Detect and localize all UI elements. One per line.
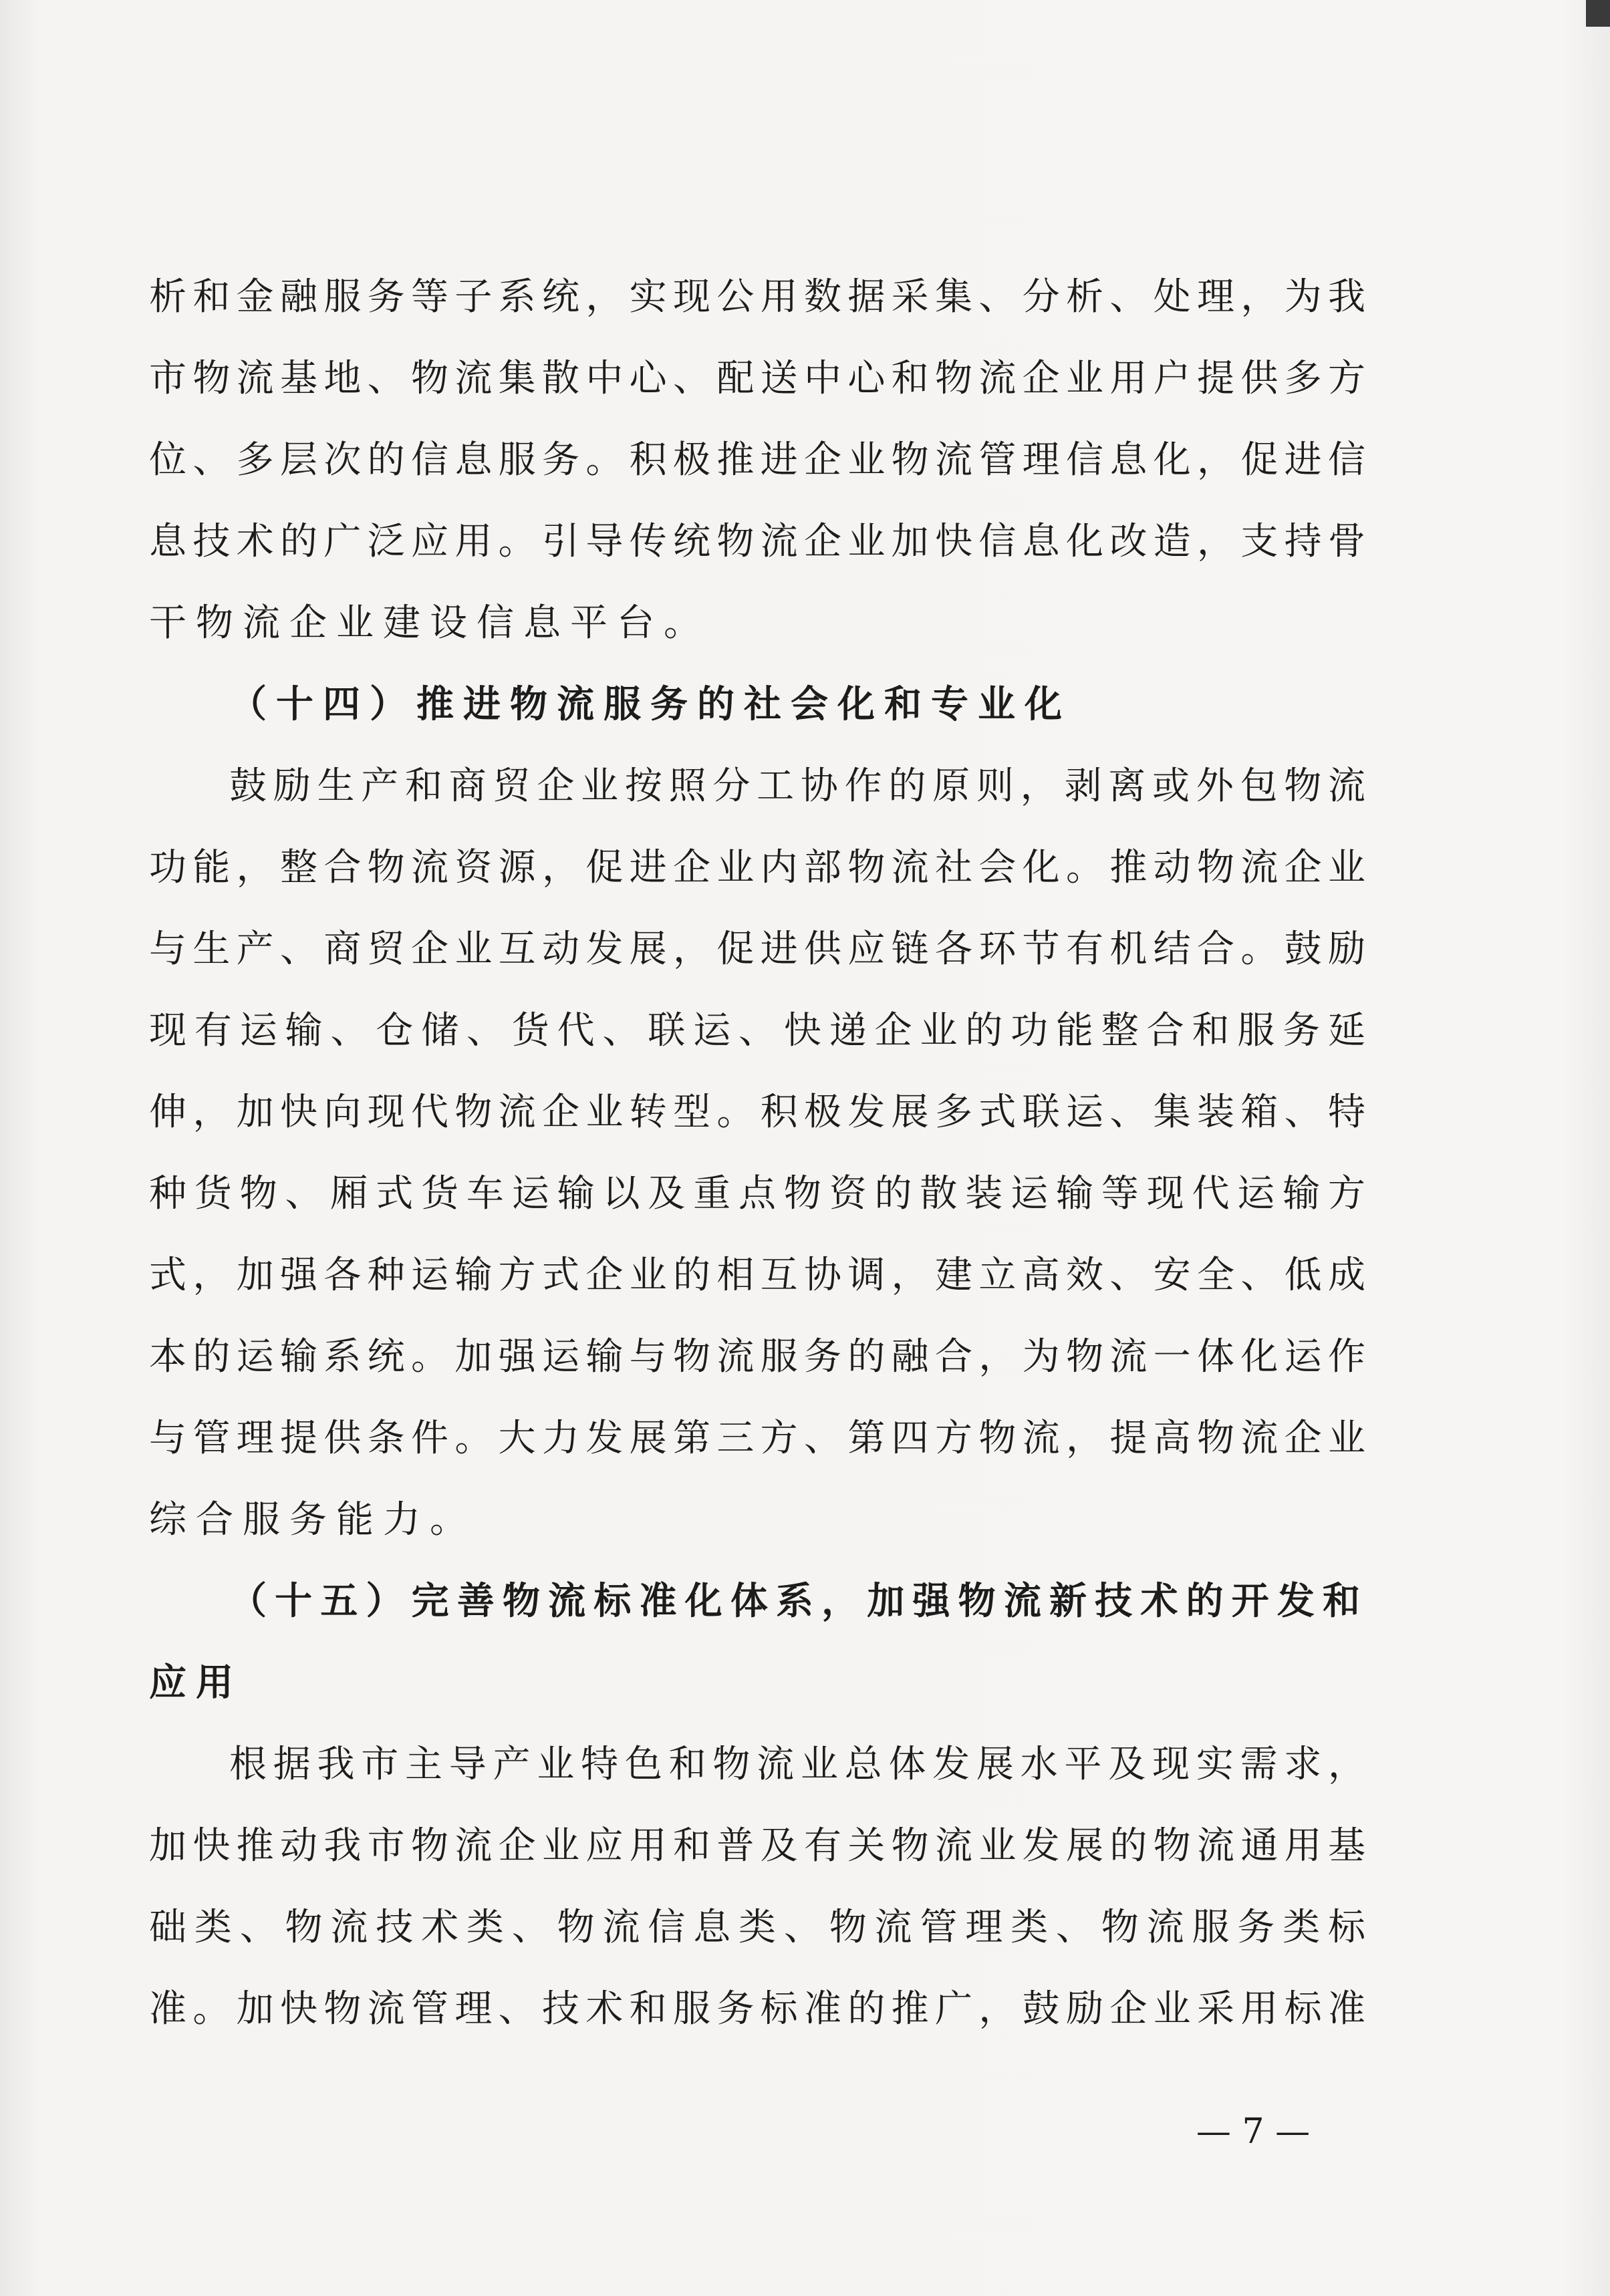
text-line: 种货物、厢式货车运输以及重点物资的散装运输等现代运输方: [149, 1172, 1365, 1215]
text-line: 干物流企业建设信息平台。: [149, 601, 710, 645]
text-line: 现有运输、仓储、货代、联运、快递企业的功能整合和服务延: [149, 1009, 1365, 1052]
text-line: 与生产、商贸企业互动发展，促进供应链各环节有机结合。鼓励: [149, 927, 1365, 971]
text-line: 加快推动我市物流企业应用和普及有关物流业发展的物流通用基: [149, 1824, 1365, 1868]
text-line: 鼓励生产和商贸企业按照分工协作的原则，剥离或外包物流: [229, 764, 1365, 808]
text-line: 根据我市主导产业特色和物流业总体发展水平及现实需求，: [229, 1743, 1365, 1786]
text-line: 伸，加快向现代物流企业转型。积极发展多式联运、集装箱、特: [149, 1091, 1365, 1134]
section-heading-15-continued: 应用: [149, 1661, 243, 1705]
section-heading-14: （十四）推进物流服务的社会化和专业化: [229, 683, 1071, 726]
text-line: 析和金融服务等子系统，实现公用数据采集、分析、处理，为我: [149, 275, 1365, 319]
text-line: 市物流基地、物流集散中心、配送中心和物流企业用户提供多方: [149, 357, 1365, 400]
page-number: — 7 —: [1196, 2112, 1311, 2152]
text-line: 息技术的广泛应用。引导传统物流企业加快信息化改造，支持骨: [149, 520, 1365, 563]
text-line: 位、多层次的信息服务。积极推进企业物流管理信息化，促进信: [149, 438, 1365, 482]
scan-corner-mark: [1586, 0, 1610, 27]
text-line: 式，加强各种运输方式企业的相互协调，建立高效、安全、低成: [149, 1254, 1365, 1297]
text-line: 功能，整合物流资源，促进企业内部物流社会化。推动物流企业: [149, 846, 1365, 889]
text-line: 本的运输系统。加强运输与物流服务的融合，为物流一体化运作: [149, 1335, 1365, 1379]
text-line: 综合服务能力。: [149, 1498, 477, 1542]
text-line: 与管理提供条件。大力发展第三方、第四方物流，提高物流企业: [149, 1417, 1365, 1460]
text-line: 础类、物流技术类、物流信息类、物流管理类、物流服务类标: [149, 1906, 1365, 1949]
text-line: 准。加快物流管理、技术和服务标准的推广，鼓励企业采用标准: [149, 1987, 1365, 2031]
section-heading-15: （十五）完善物流标准化体系，加强物流新技术的开发和: [229, 1580, 1365, 1623]
